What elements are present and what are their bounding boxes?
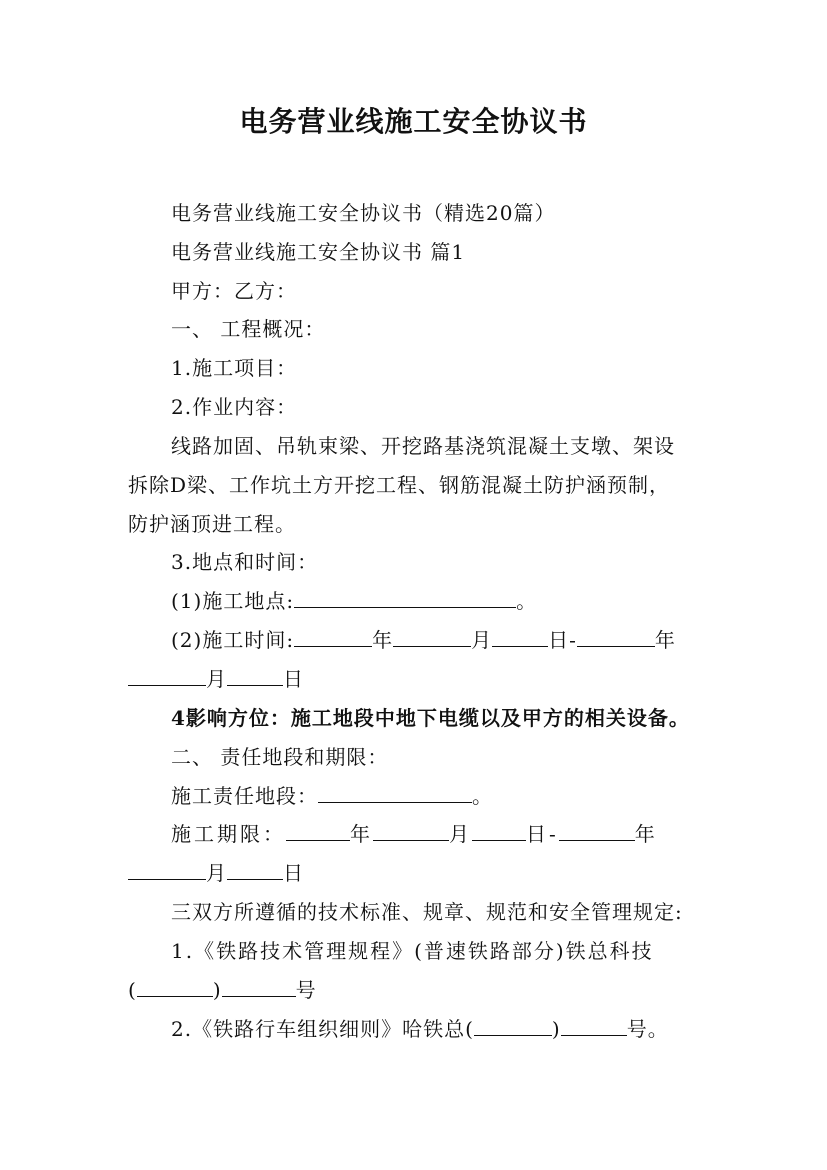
month2-blank[interactable] [128,667,206,686]
period-year-label: 年 [350,822,373,846]
section-label: 施工责任地段： [171,784,318,808]
construction-time-line-cont [128,667,718,691]
document-title: 电务营业线施工安全协议书 [239,105,588,138]
period-year2-label: 年 [634,822,658,846]
work-content-text-1: 线路加固、吊轨束梁、开挖路基浇筑混凝土支墩、架设 [171,434,675,458]
period-year2-blank[interactable] [559,822,635,841]
work-content-line: 2.作业内容： [171,395,298,419]
standard-item-1-cont [128,978,718,1002]
construction-period-line [171,822,761,846]
paren-close: ) [212,978,222,1002]
period-month2-label: 月 [206,861,227,885]
time-label: (2)施工时间: [171,628,295,652]
period-month2-blank[interactable] [128,861,206,880]
work-content-text-3: 防护涵顶进工程。 [128,512,296,536]
year-blank[interactable] [294,628,372,647]
work-content-text-2: 拆除D梁、工作坑土方开挖工程、钢筋混凝土防护涵预制， [128,473,671,497]
heading-standards: 三双方所遵循的技术标准、规章、规范和安全管理规定: [171,900,683,924]
construction-location-line [171,589,761,613]
year2-label: 年 [654,628,676,652]
item2-suffix: 号。 [626,1017,669,1041]
doc-year-blank[interactable] [137,978,213,997]
subtitle-line: 电务营业线施工安全协议书（精选20篇） [171,201,556,225]
location-time-heading: 3.地点和时间： [171,550,319,574]
period-month-label: 月 [449,822,472,846]
period-month-blank[interactable] [373,822,449,841]
doc-number-blank[interactable] [222,978,296,997]
location-suffix: 。 [516,589,538,613]
period-year-blank[interactable] [286,822,350,841]
year-label: 年 [372,628,394,652]
standard-item-2 [171,1017,761,1041]
impact-line: 4影响方位：施工地段中地下电缆以及甲方的相关设备。 [171,706,690,730]
day-blank[interactable] [492,628,548,647]
item2-label: 2.《铁路行车组织细则》哈铁总( [171,1017,474,1041]
parties-line: 甲方：乙方： [171,279,297,303]
item2-paren-close: ) [551,1017,561,1041]
location-label: (1)施工地点: [171,589,295,613]
period-day-dash-label: 日- [526,822,559,846]
section-suffix: 。 [472,784,493,808]
year2-blank[interactable] [577,628,655,647]
section-heading-1: 电务营业线施工安全协议书 篇1 [171,240,466,264]
month-label: 月 [471,628,493,652]
item2-number-blank[interactable] [561,1017,627,1036]
period-day2-blank[interactable] [227,861,283,880]
month-blank[interactable] [393,628,471,647]
section-blank[interactable] [318,784,472,803]
day2-label: 日 [283,667,304,691]
construction-time-line [171,628,761,652]
paren-open: ( [128,978,137,1002]
construction-project-line: 1.施工项目： [171,356,298,380]
standard-item-1: 1.《铁路技术管理规程》(普速铁路部分)铁总科技 [171,939,654,963]
month2-label: 月 [206,667,227,691]
period-day2-label: 日 [283,861,304,885]
construction-period-line-cont [128,861,718,885]
period-day-blank[interactable] [472,822,526,841]
item2-year-blank[interactable] [474,1017,552,1036]
responsibility-section-line [171,784,761,808]
period-label: 施工期限： [171,822,286,846]
heading-project-overview: 一、 工程概况： [171,317,326,341]
number-suffix: 号 [295,978,317,1002]
day-dash-label: 日- [548,628,577,652]
day2-blank[interactable] [227,667,283,686]
heading-responsibility: 二、 责任地段和期限： [171,745,389,769]
location-blank[interactable] [294,589,516,608]
